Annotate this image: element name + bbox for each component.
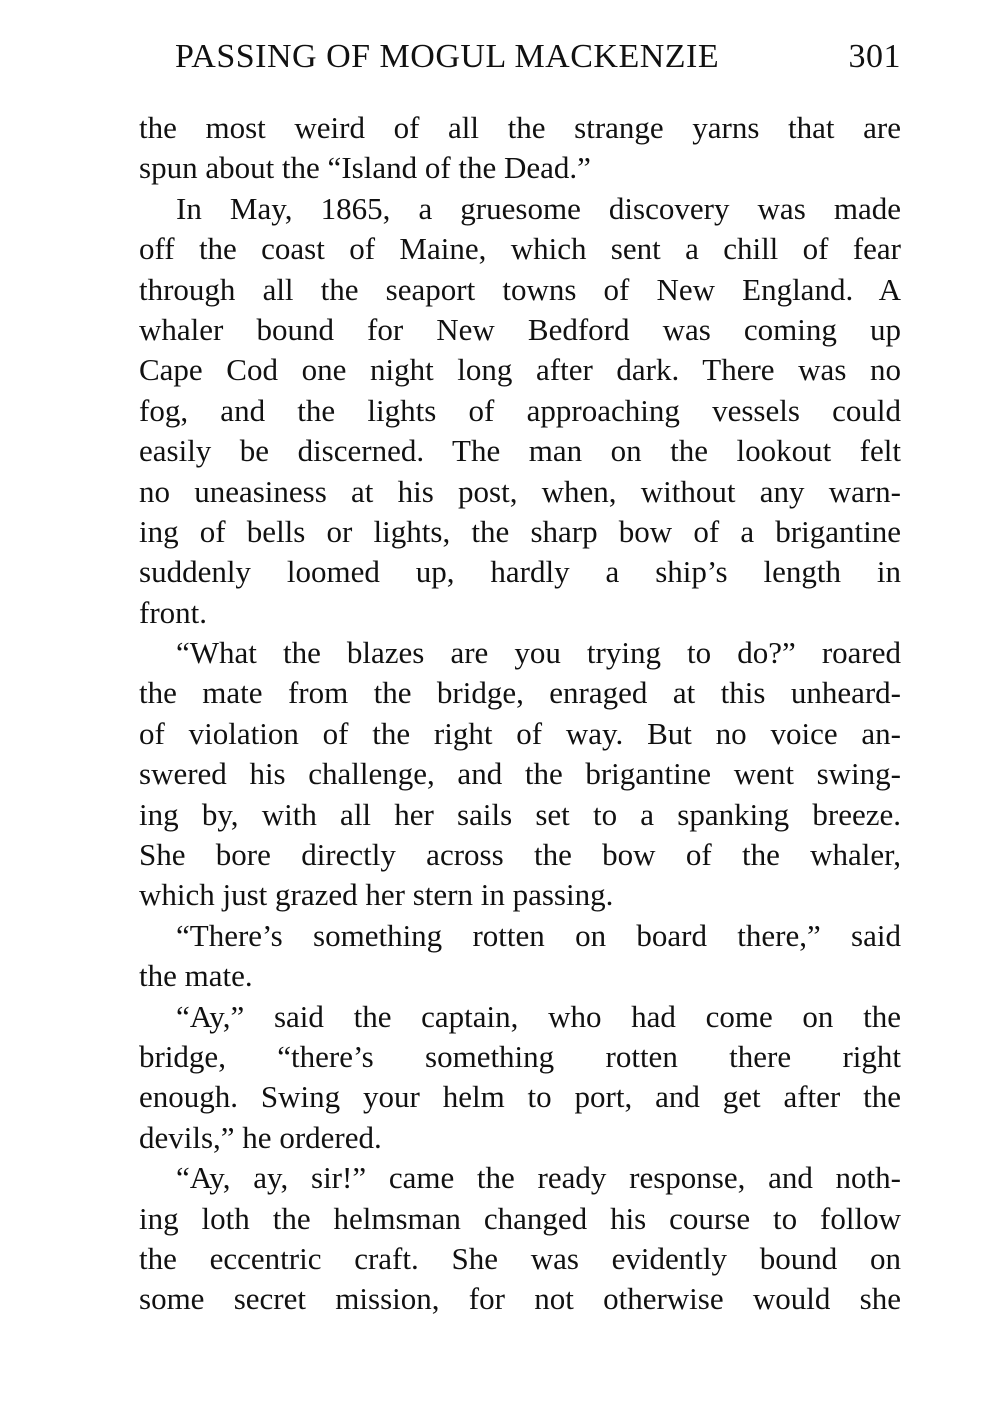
text-line: some secret mission, for not otherwise would she xyxy=(139,1281,901,1317)
text-line: “There’s something rotten on board there,” said xyxy=(176,917,901,953)
text-line: suddenly loomed up, hardly a ship’s length in xyxy=(139,554,901,590)
text-line: off the coast of Maine, which sent a chill of fear xyxy=(139,231,901,267)
text-line: bridge, “there’s something rotten there right xyxy=(139,1038,901,1074)
text-line: devils,” he ordered. xyxy=(139,1119,382,1155)
text-line: enough. Swing your helm to port, and get after the xyxy=(139,1079,901,1115)
text-line: In May, 1865, a gruesome discovery was made xyxy=(176,190,901,226)
text-line: whaler bound for New Bedford was coming up xyxy=(139,311,901,347)
running-title: PASSING OF MOGUL MACKENZIE xyxy=(175,38,720,75)
text-line: ing of bells or lights, the sharp bow of a brigantine xyxy=(139,513,901,549)
text-line: swered his challenge, and the brigantine went swing- xyxy=(139,756,901,792)
text-line: ing by, with all her sails set to a spanking breeze. xyxy=(139,796,901,832)
text-line: ing loth the helmsman changed his course to follow xyxy=(139,1200,901,1236)
text-line: of violation of the right of way. But no voice an- xyxy=(139,715,901,751)
body-text xyxy=(139,108,901,1320)
text-line: She bore directly across the bow of the whaler, xyxy=(139,837,901,873)
text-line: fog, and the lights of approaching vessels could xyxy=(139,392,901,428)
text-line: easily be discerned. The man on the lookout felt xyxy=(139,433,901,469)
page-number: 301 xyxy=(848,38,901,75)
text-line: the mate from the bridge, enraged at this unheard- xyxy=(139,675,901,711)
text-line: “What the blazes are you trying to do?” roared xyxy=(176,635,901,671)
text-line: Cape Cod one night long after dark. There was no xyxy=(139,352,901,388)
text-line: “Ay,” said the captain, who had come on the xyxy=(176,998,901,1034)
running-head xyxy=(175,38,901,90)
text-line: “Ay, ay, sir!” came the ready response, and noth- xyxy=(176,1160,901,1196)
text-line: spun about the “Island of the Dead.” xyxy=(139,150,591,186)
text-line: which just grazed her stern in passing. xyxy=(139,877,614,913)
text-line: the most weird of all the strange yarns that are xyxy=(139,110,901,145)
text-line: through all the seaport towns of New England. A xyxy=(139,271,901,307)
text-line: the eccentric craft. She was evidently bound on xyxy=(139,1240,901,1276)
text-line: front. xyxy=(139,594,208,630)
text-line: no uneasiness at his post, when, without any warn- xyxy=(139,473,901,509)
text-line: the mate. xyxy=(139,958,253,994)
